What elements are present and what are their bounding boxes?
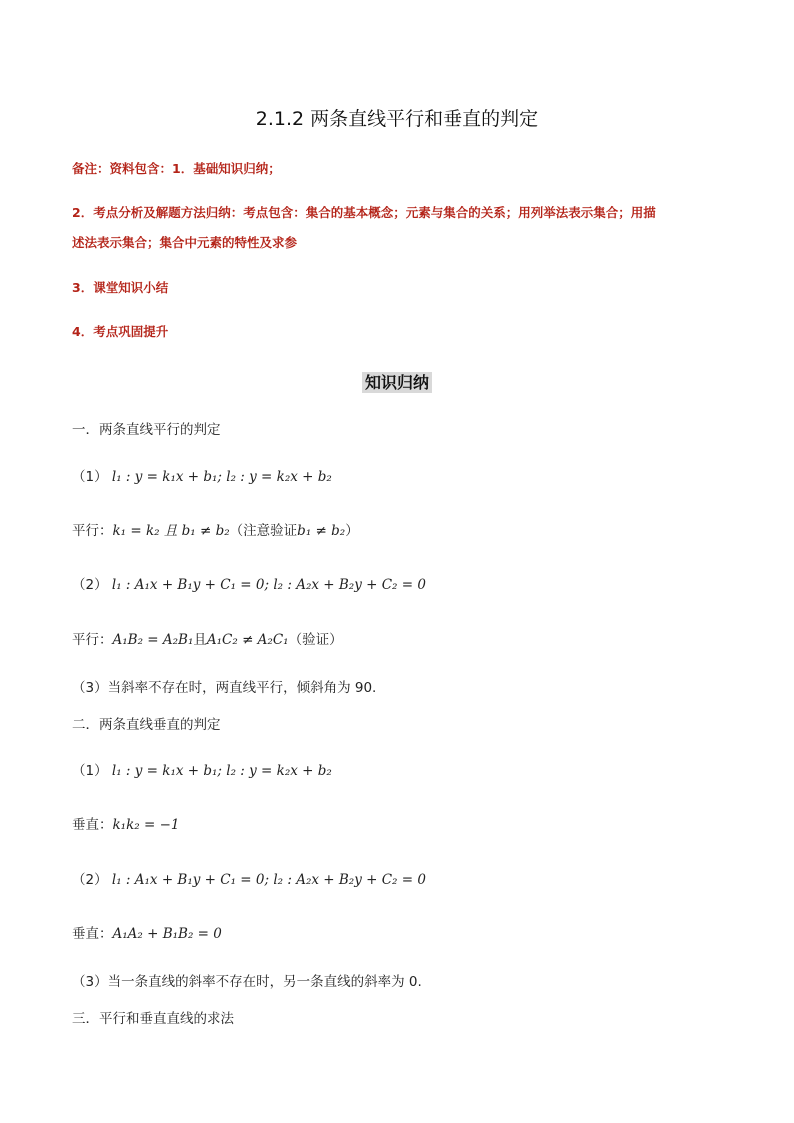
note-line-4: 4．考点巩固提升 xyxy=(72,324,169,339)
note-line-1: 备注：资料包含：1．基础知识归纳； xyxy=(72,161,281,176)
part1-item1-label: （1） xyxy=(72,469,108,485)
section-heading-wrap xyxy=(0,370,794,393)
part2-heading: 二．两条直线垂直的判定 xyxy=(72,717,221,733)
part2-perp1 xyxy=(72,813,179,833)
part2-perp2 xyxy=(72,922,222,942)
part2-item1-label: （1） xyxy=(72,763,108,779)
part3-heading: 三．平行和垂直直线的求法 xyxy=(72,1011,234,1027)
part1-parallel2-label: 平行： xyxy=(72,632,113,648)
part1-parallel1-note-formula: b₁ ≠ b₂ xyxy=(297,523,346,539)
note-line-2b: 述法表示集合；集合中元素的特性及求参 xyxy=(72,235,298,250)
part1-parallel2 xyxy=(72,628,343,648)
part1-item1 xyxy=(72,465,332,485)
part1-item2-label: （2） xyxy=(72,577,108,593)
note-line-2a: 2．考点分析及解题方法归纳：考点包含：集合的基本概念；元素与集合的关系；用列举法表示集合；用描 xyxy=(72,205,656,220)
part1-parallel2-note: （验证） xyxy=(288,632,343,648)
part1-parallel2-formula-a: A₁B₂ = A₂B₁ xyxy=(112,632,194,648)
part2-item2 xyxy=(72,868,426,888)
part1-parallel1-label: 平行： xyxy=(72,523,113,539)
part2-item2-label: （2） xyxy=(72,872,108,888)
part2-perp2-formula: A₁A₂ + B₁B₂ = 0 xyxy=(112,926,222,942)
part2-item1 xyxy=(72,759,332,779)
part1-parallel2-formula-b: A₁C₂ ≠ A₂C₁ xyxy=(206,632,289,648)
part1-parallel1-formula: k₁ = k₂ 且 b₁ ≠ b₂ xyxy=(112,523,230,539)
part2-perp2-label: 垂直： xyxy=(72,926,113,942)
part1-parallel1-note-pre: （注意验证 xyxy=(229,523,298,539)
part1-parallel1-note-post: ） xyxy=(345,523,359,539)
part2-item2-formula: l₁ : A₁x + B₁y + C₁ = 0; l₂ : A₂x + B₂y + C₂ = 0 xyxy=(111,872,426,888)
part2-item3: （3）当一条直线的斜率不存在时，另一条直线的斜率为 0. xyxy=(72,974,422,990)
part1-item1-formula: l₁ : y = k₁x + b₁; l₂ : y = k₂x + b₂ xyxy=(111,469,332,485)
part1-parallel1 xyxy=(72,519,359,539)
part1-heading: 一．两条直线平行的判定 xyxy=(72,422,221,438)
part1-item2 xyxy=(72,573,426,593)
part1-parallel2-and: 且 xyxy=(193,632,207,648)
part2-perp1-formula: k₁k₂ = −1 xyxy=(112,817,180,833)
part1-item2-formula: l₁ : A₁x + B₁y + C₁ = 0; l₂ : A₂x + B₂y + C₂ = 0 xyxy=(111,577,426,593)
part1-item3: （3）当斜率不存在时，两直线平行，倾斜角为 90. xyxy=(72,680,377,696)
part2-perp1-label: 垂直： xyxy=(72,817,113,833)
part2-item1-formula: l₁ : y = k₁x + b₁; l₂ : y = k₂x + b₂ xyxy=(111,763,332,779)
note-line-3: 3．课堂知识小结 xyxy=(72,280,169,295)
section-heading: 知识归纳 xyxy=(362,372,432,393)
page-title: 2.1.2 两条直线平行和垂直的判定 xyxy=(255,108,539,130)
